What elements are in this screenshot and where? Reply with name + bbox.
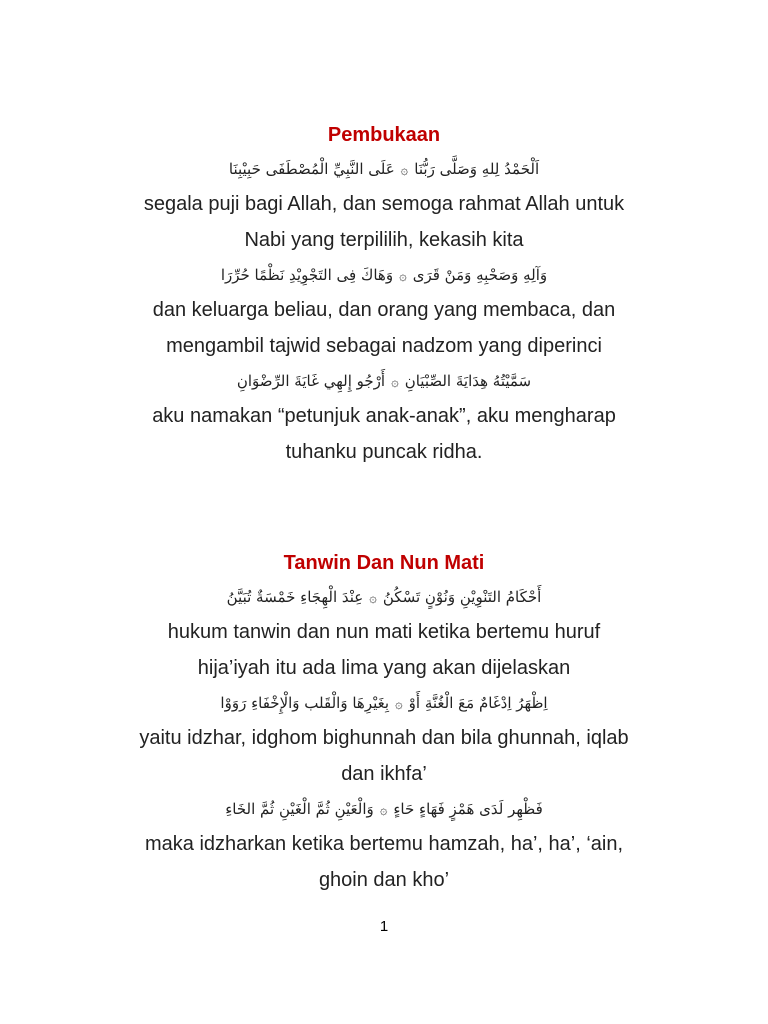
translation-text: hukum tanwin dan nun mati ketika bertemu huruf hija’iyah itu ada lima yang akan dijelaskan <box>167 621 601 679</box>
arabic-verse <box>0 152 768 186</box>
translation-text: maka idzharkan ketika bertemu hamzah, ha’, ha’, ‘ain, ghoin dan kho’ <box>144 833 624 891</box>
arabic-verse <box>0 364 768 398</box>
translation-text: segala puji bagi Allah, dan semoga rahmat Allah untuk Nabi yang terpililih, kekasih kita <box>143 193 625 251</box>
arabic-verse <box>0 792 768 826</box>
verse-separator-icon: ۞ <box>369 591 377 606</box>
verse-separator-icon: ۞ <box>391 375 399 390</box>
arabic-hemistich-right: وَآلِهِ وَصَحْبِهِ وَمَنْ قَرَى <box>412 266 548 284</box>
arabic-hemistich-right: اَلْحَمْدُ لِلهِ وَصَلَّى رَبُّنَا <box>414 160 540 178</box>
section-tanwin-nun-mati <box>0 550 768 898</box>
page-number: 1 <box>379 918 389 935</box>
arabic-hemistich-left: عَلَى النَّبِيِّ الْمُصْطَفَى حَبِيْبِنَا <box>228 160 395 178</box>
arabic-hemistich-right: سَمَّيْتُهُ هِدَايَةَ الصِّبْيَانِ <box>404 372 532 390</box>
arabic-verse <box>0 686 768 720</box>
translation-text: dan keluarga beliau, dan orang yang membaca, dan mengambil tajwid sebagai nadzom yang diperinci <box>152 299 616 357</box>
arabic-hemistich-right: اِظْهَرُ اِدْغَامٌ مَعَ الْغُنَّةِ أَوْ <box>408 694 548 712</box>
verse-separator-icon: ۞ <box>379 803 388 818</box>
arabic-hemistich-right: أَحْكَامُ التَنْوِيْنِ وَنُوْنٍ تَسْكُنُ <box>382 588 542 606</box>
arabic-verse <box>0 258 768 292</box>
verse-separator-icon: ۞ <box>400 163 409 178</box>
translation-text: yaitu idzhar, idghom bighunnah dan bila ghunnah, iqlab dan ikhfa’ <box>139 727 629 785</box>
section-heading: Pembukaan <box>327 124 441 146</box>
verse-separator-icon: ۞ <box>399 269 407 284</box>
arabic-hemistich-left: أَرْجُو إِلهِي غَايَةَ الرِّضْوَانِ <box>236 372 386 390</box>
arabic-hemistich-left: وَهَاكَ فِى التَجْوِيْدِ نَظْمًا حُرِّرَا <box>220 266 394 284</box>
verse-separator-icon: ۞ <box>395 697 403 712</box>
section-heading: Tanwin Dan Nun Mati <box>283 552 485 574</box>
arabic-verse <box>0 580 768 614</box>
arabic-hemistich-left: عِنْدَ الْهِجَاءِ خَمْسَةٌ تُبَيَّنُ <box>226 588 364 606</box>
arabic-hemistich-left: وَالْعَيْنِ ثُمَّ الْغَيْنِ ثُمَّ الخَاءِ <box>225 800 374 818</box>
arabic-hemistich-right: فَظْهِر لَدَى هَمْزٍ فَهَاءٍ حَاءٍ <box>393 800 543 818</box>
section-pembukaan <box>0 122 768 470</box>
translation-text: aku namakan “petunjuk anak-anak”, aku mengharap tuhanku puncak ridha. <box>152 405 616 463</box>
arabic-hemistich-left: بِغَيْرِهَا وَالْقَلب وَالْإِخْفَاءِ رَوَوْا <box>220 694 390 712</box>
